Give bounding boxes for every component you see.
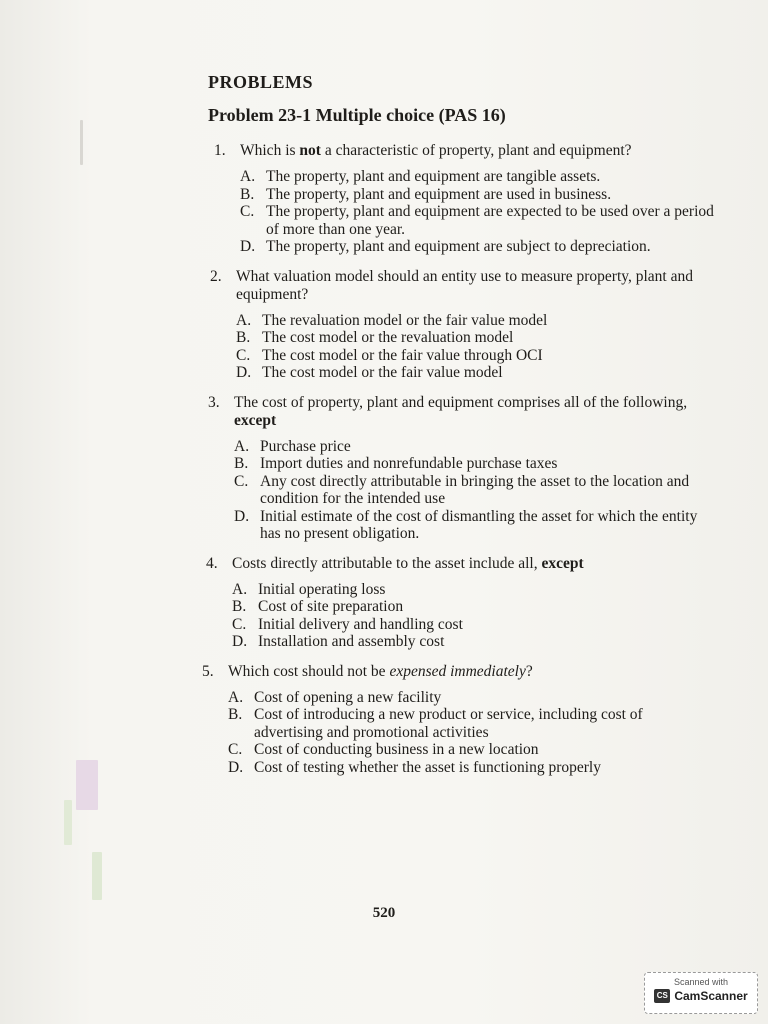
- choice-text: Import duties and nonrefundable purchase taxes: [260, 455, 558, 472]
- choice-a: [240, 168, 715, 186]
- binding-mark-pink: [76, 760, 98, 810]
- choice-letter: D.: [236, 364, 252, 381]
- choice-b: [228, 706, 715, 741]
- choice-letter: B.: [228, 706, 243, 723]
- choice-b: [236, 329, 715, 347]
- question-text: Which cost should not be expensed immediately?: [228, 662, 533, 680]
- section-title: PROBLEMS: [208, 72, 314, 92]
- question-stem: [214, 142, 715, 160]
- question-text: Which is not a characteristic of property, plant and equipment?: [240, 142, 632, 159]
- choice-text: The property, plant and equipment are expected to be used over a period of more than one year.: [266, 203, 714, 238]
- choice-text: The property, plant and equipment are tangible assets.: [266, 168, 601, 185]
- question-text: The cost of property, plant and equipment comprises all of the following, except: [234, 393, 688, 429]
- choice-a: [236, 312, 715, 330]
- choice-letter: D.: [234, 507, 250, 525]
- choice-c: [234, 473, 715, 508]
- choice-c: [228, 741, 715, 759]
- choice-letter: B.: [234, 455, 249, 472]
- choice-d: [228, 759, 715, 777]
- page-number: 520: [372, 905, 396, 921]
- choice-text: Cost of testing whether the asset is functioning properly: [254, 758, 601, 776]
- choice-text: Cost of site preparation: [258, 598, 404, 615]
- question-3: [208, 394, 715, 543]
- question-4: [206, 555, 715, 651]
- choice-text: Initial delivery and handling cost: [258, 615, 463, 633]
- choice-a: [228, 689, 715, 707]
- problem-title: Problem 23-1 Multiple choice (PAS 16): [208, 105, 506, 125]
- choice-c: [232, 616, 715, 634]
- question-2: [210, 268, 715, 382]
- choice-text: The property, plant and equipment are used in business.: [266, 185, 612, 203]
- choice-d: [240, 238, 715, 256]
- question-number: 4.: [206, 554, 218, 572]
- question-1: [214, 142, 715, 256]
- choice-letter: C.: [232, 615, 247, 633]
- choice-a: [232, 581, 715, 599]
- choice-letter: A.: [228, 688, 244, 706]
- choice-letter: D.: [228, 758, 244, 776]
- choice-text: The cost model or the revaluation model: [262, 329, 514, 346]
- question-list: [200, 142, 715, 776]
- scanner-brand-name: CamScanner: [674, 989, 748, 1003]
- choice-a: [234, 438, 715, 456]
- choice-letter: D.: [240, 238, 256, 255]
- choice-letter: B.: [240, 185, 255, 203]
- choice-letter: C.: [236, 346, 251, 364]
- choice-letter: C.: [240, 203, 255, 220]
- question-number: 2.: [210, 267, 222, 285]
- choice-text: The cost model or the fair value through OCI: [262, 346, 543, 364]
- choice-letter: B.: [232, 598, 247, 615]
- binding-mark-top: [80, 120, 83, 165]
- choice-text: Cost of conducting business in a new location: [254, 741, 539, 758]
- choice-text: Initial operating loss: [258, 580, 386, 598]
- choice-text: The cost model or the fair value model: [262, 364, 503, 381]
- question-number: 1.: [214, 142, 226, 159]
- choice-letter: A.: [232, 580, 248, 598]
- choice-letter: D.: [232, 633, 248, 650]
- scanner-brand: [645, 989, 757, 1003]
- page-content: [200, 72, 715, 788]
- choice-d: [232, 633, 715, 651]
- choice-d: [236, 364, 715, 382]
- choice-text: The revaluation model or the fair value model: [262, 311, 548, 329]
- scanner-caption: Scanned with: [673, 977, 729, 987]
- question-stem: [210, 268, 715, 304]
- question-5: [202, 663, 715, 777]
- question-stem: [206, 555, 715, 573]
- camscanner-watermark: [644, 972, 758, 1014]
- choice-letter: C.: [234, 472, 249, 490]
- binding-mark-green-2: [92, 852, 102, 900]
- choice-list: [236, 312, 715, 382]
- choice-text: Any cost directly attributable in bringing the asset to the location and condition for the intended use: [260, 472, 690, 507]
- choice-text: Purchase price: [260, 437, 351, 455]
- choice-letter: B.: [236, 329, 251, 346]
- binding-mark-green-1: [64, 800, 72, 845]
- choice-list: [232, 581, 715, 651]
- choice-list: [234, 438, 715, 543]
- choice-letter: C.: [228, 741, 243, 758]
- question-text: Costs directly attributable to the asset include all, except: [232, 554, 584, 572]
- camscanner-logo-icon: CS: [654, 989, 670, 1003]
- choice-d: [234, 508, 715, 543]
- choice-b: [232, 598, 715, 616]
- choice-letter: A.: [234, 437, 250, 455]
- choice-c: [236, 347, 715, 365]
- choice-letter: A.: [236, 311, 252, 329]
- choice-text: The property, plant and equipment are subject to depreciation.: [266, 238, 651, 255]
- choice-text: Initial estimate of the cost of dismantling the asset for which the entity has no present obligation.: [260, 507, 698, 542]
- choice-text: Cost of opening a new facility: [254, 688, 442, 706]
- choice-text: Installation and assembly cost: [258, 633, 445, 650]
- choice-text: Cost of introducing a new product or service, including cost of advertising and promotional activities: [254, 706, 643, 741]
- choice-b: [240, 186, 715, 204]
- choice-letter: A.: [240, 168, 256, 185]
- question-number: 3.: [208, 393, 220, 411]
- choice-b: [234, 455, 715, 473]
- question-stem: [208, 394, 715, 430]
- choice-list: [228, 689, 715, 777]
- question-text: What valuation model should an entity use to measure property, plant and equipment?: [236, 267, 693, 303]
- question-stem: [202, 663, 715, 681]
- choice-list: [240, 168, 715, 256]
- choice-c: [240, 203, 715, 238]
- question-number: 5.: [202, 662, 214, 680]
